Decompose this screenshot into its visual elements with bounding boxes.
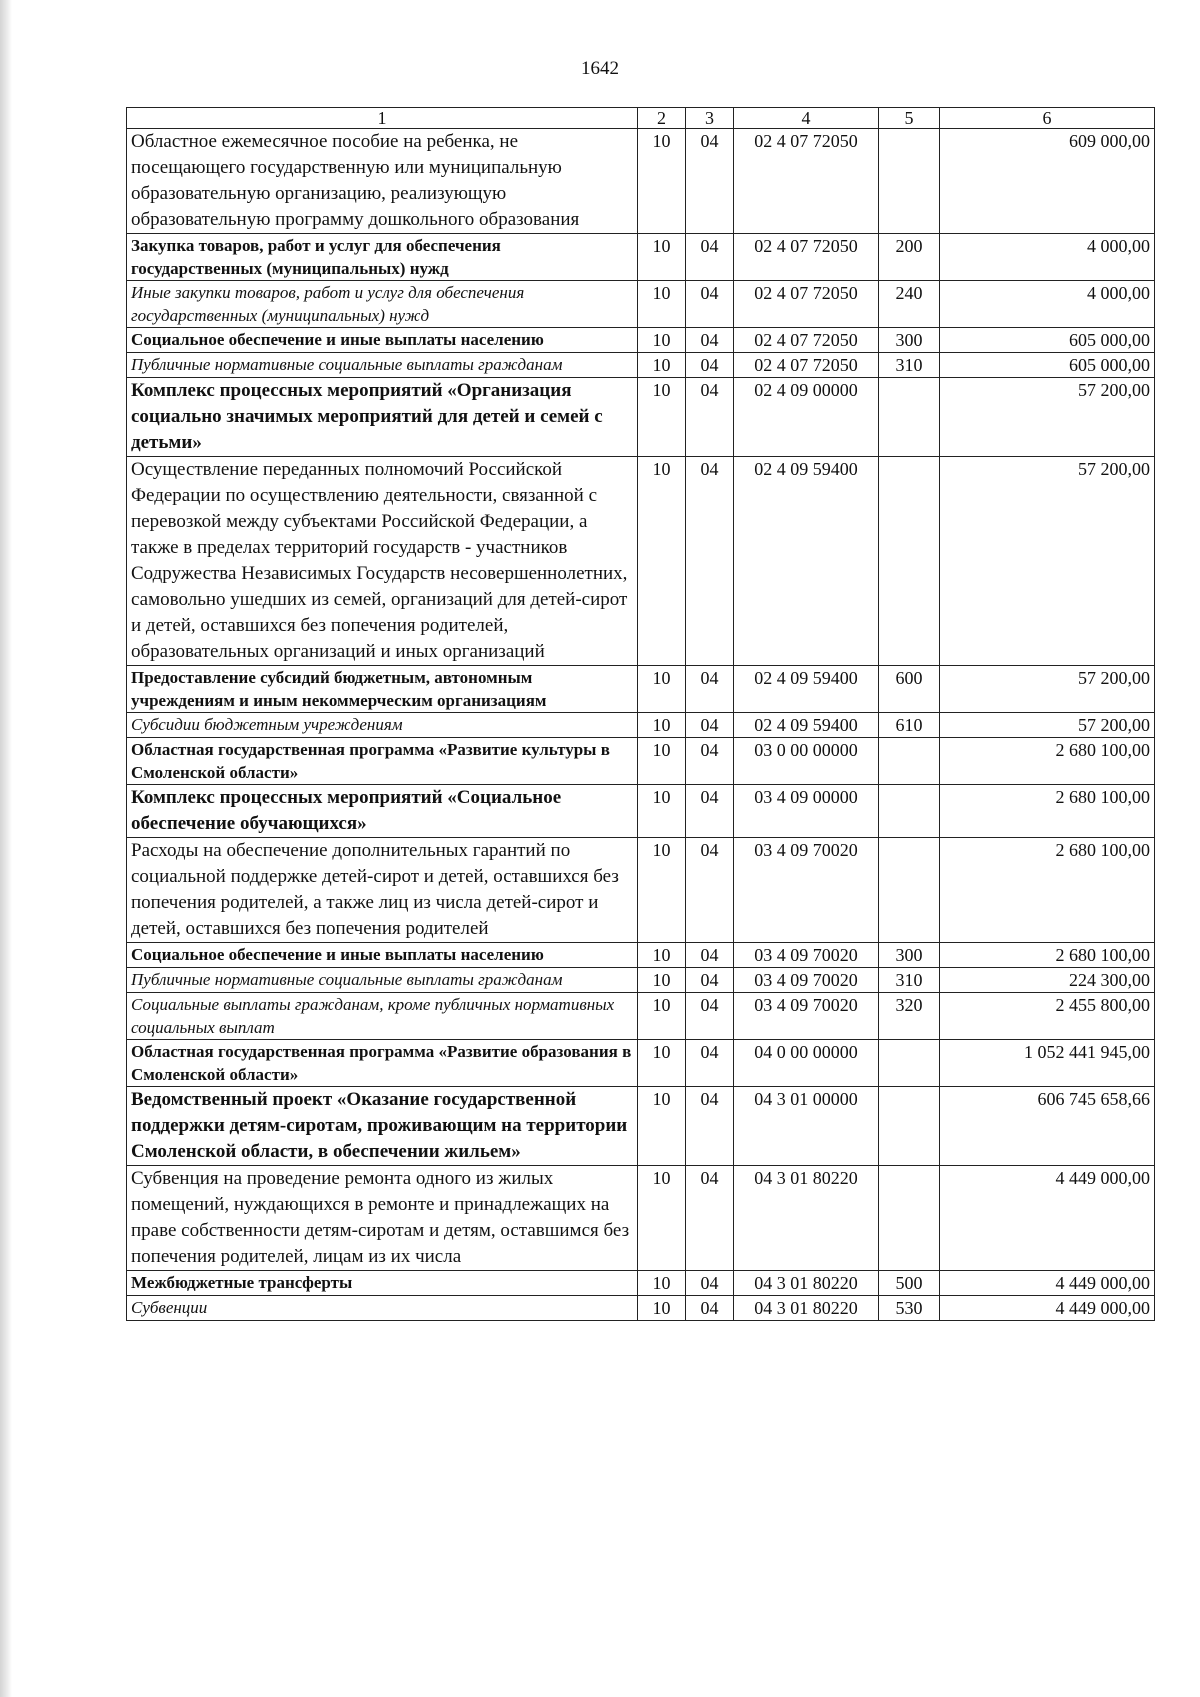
row-section: 10 — [638, 328, 686, 353]
row-name: Субвенция на проведение ремонта одного из жилых помещений, нуждающихся в ремонте и принадлежащих на праве собственности детям-сиротам и детям, оставшимся без попечения родителей, лицам из их числа — [127, 1166, 638, 1271]
table-row — [127, 1087, 1155, 1166]
row-subsection: 04 — [686, 457, 734, 666]
row-target-code: 02 4 09 59400 — [734, 666, 879, 713]
row-target-code: 02 4 09 59400 — [734, 713, 879, 738]
row-expense-type — [879, 378, 940, 457]
row-name: Социальное обеспечение и иные выплаты населению — [127, 943, 638, 968]
row-section: 10 — [638, 234, 686, 281]
row-amount: 57 200,00 — [940, 666, 1155, 713]
row-subsection: 04 — [686, 838, 734, 943]
row-name: Социальные выплаты гражданам, кроме публичных нормативных социальных выплат — [127, 993, 638, 1040]
row-section: 10 — [638, 713, 686, 738]
table-row — [127, 1166, 1155, 1271]
row-expense-type — [879, 1040, 940, 1087]
row-expense-type: 600 — [879, 666, 940, 713]
row-subsection: 04 — [686, 1296, 734, 1321]
row-expense-type: 310 — [879, 353, 940, 378]
row-name: Закупка товаров, работ и услуг для обеспечения государственных (муниципальных) нужд — [127, 234, 638, 281]
page-number: 1642 — [581, 58, 619, 79]
table-row — [127, 968, 1155, 993]
row-section: 10 — [638, 353, 686, 378]
row-expense-type: 310 — [879, 968, 940, 993]
row-section: 10 — [638, 785, 686, 838]
row-expense-type: 530 — [879, 1296, 940, 1321]
table-row — [127, 378, 1155, 457]
row-subsection: 04 — [686, 713, 734, 738]
row-target-code: 02 4 07 72050 — [734, 129, 879, 234]
row-expense-type: 300 — [879, 328, 940, 353]
row-name: Областная государственная программа «Развитие образования в Смоленской области» — [127, 1040, 638, 1087]
row-name: Расходы на обеспечение дополнительных гарантий по социальной поддержке детей-сирот и детей, оставшихся без попечения родителей, а также лиц из числа детей-сирот и детей, оставшихся без попечения родителей — [127, 838, 638, 943]
row-section: 10 — [638, 1040, 686, 1087]
row-amount: 4 000,00 — [940, 281, 1155, 328]
header-col-4: 4 — [734, 108, 879, 129]
row-name: Областное ежемесячное пособие на ребенка, не посещающего государственную или муниципальную образовательную организацию, реализующую образовательную программу дошкольного образования — [127, 129, 638, 234]
table-row — [127, 1040, 1155, 1087]
header-col-5: 5 — [879, 108, 940, 129]
table-row — [127, 1296, 1155, 1321]
table-row — [127, 1271, 1155, 1296]
row-amount: 2 680 100,00 — [940, 943, 1155, 968]
row-name: Субвенции — [127, 1296, 638, 1321]
row-subsection: 04 — [686, 1087, 734, 1166]
row-name: Областная государственная программа «Развитие культуры в Смоленской области» — [127, 738, 638, 785]
row-section: 10 — [638, 457, 686, 666]
row-name: Социальное обеспечение и иные выплаты населению — [127, 328, 638, 353]
row-name: Осуществление переданных полномочий Российской Федерации по осуществлению деятельности, связанной с перевозкой между субъектами Российской Федерации, а также в пределах территорий государств - участников Содружества Независимых Государств несовершеннолетних, самовольно ушедших из семей, организаций для детей-сирот и детей, оставшихся без попечения родителей, образовательных организаций и иных организаций — [127, 457, 638, 666]
row-target-code: 02 4 07 72050 — [734, 328, 879, 353]
row-amount: 57 200,00 — [940, 457, 1155, 666]
header-col-6: 6 — [940, 108, 1155, 129]
row-amount: 2 680 100,00 — [940, 838, 1155, 943]
table-row — [127, 738, 1155, 785]
row-subsection: 04 — [686, 328, 734, 353]
row-amount: 57 200,00 — [940, 713, 1155, 738]
table-row — [127, 838, 1155, 943]
table-row — [127, 353, 1155, 378]
row-amount: 605 000,00 — [940, 328, 1155, 353]
row-section: 10 — [638, 968, 686, 993]
table-row — [127, 666, 1155, 713]
row-subsection: 04 — [686, 1271, 734, 1296]
row-target-code: 04 0 00 00000 — [734, 1040, 879, 1087]
row-target-code: 02 4 07 72050 — [734, 353, 879, 378]
row-section: 10 — [638, 838, 686, 943]
row-target-code: 04 3 01 80220 — [734, 1271, 879, 1296]
row-name: Предоставление субсидий бюджетным, автономным учреждениям и иным некоммерческим организациям — [127, 666, 638, 713]
row-expense-type — [879, 1166, 940, 1271]
row-amount: 2 680 100,00 — [940, 785, 1155, 838]
row-amount: 57 200,00 — [940, 378, 1155, 457]
table-row — [127, 234, 1155, 281]
row-target-code: 04 3 01 80220 — [734, 1296, 879, 1321]
row-section: 10 — [638, 1271, 686, 1296]
row-section: 10 — [638, 1296, 686, 1321]
table-row — [127, 457, 1155, 666]
header-col-3: 3 — [686, 108, 734, 129]
row-section: 10 — [638, 738, 686, 785]
row-target-code: 03 4 09 70020 — [734, 968, 879, 993]
table-row — [127, 785, 1155, 838]
row-subsection: 04 — [686, 993, 734, 1040]
row-amount: 2 455 800,00 — [940, 993, 1155, 1040]
row-subsection: 04 — [686, 1040, 734, 1087]
row-target-code: 02 4 09 00000 — [734, 378, 879, 457]
row-amount: 4 449 000,00 — [940, 1296, 1155, 1321]
row-name: Межбюджетные трансферты — [127, 1271, 638, 1296]
row-amount: 224 300,00 — [940, 968, 1155, 993]
row-name: Публичные нормативные социальные выплаты гражданам — [127, 968, 638, 993]
row-expense-type: 610 — [879, 713, 940, 738]
row-subsection: 04 — [686, 234, 734, 281]
row-target-code: 03 4 09 70020 — [734, 943, 879, 968]
row-subsection: 04 — [686, 968, 734, 993]
row-section: 10 — [638, 378, 686, 457]
row-expense-type — [879, 785, 940, 838]
row-expense-type — [879, 457, 940, 666]
row-section: 10 — [638, 993, 686, 1040]
row-expense-type: 240 — [879, 281, 940, 328]
row-target-code: 03 4 09 70020 — [734, 838, 879, 943]
row-name: Комплекс процессных мероприятий «Социальное обеспечение обучающихся» — [127, 785, 638, 838]
row-amount: 609 000,00 — [940, 129, 1155, 234]
row-expense-type — [879, 129, 940, 234]
row-name: Комплекс процессных мероприятий «Организация социально значимых мероприятий для детей и семей с детьми» — [127, 378, 638, 457]
row-target-code: 03 4 09 70020 — [734, 993, 879, 1040]
table-row — [127, 943, 1155, 968]
table-row — [127, 713, 1155, 738]
row-section: 10 — [638, 666, 686, 713]
table-row — [127, 993, 1155, 1040]
row-target-code: 02 4 09 59400 — [734, 457, 879, 666]
header-col-1: 1 — [127, 108, 638, 129]
row-section: 10 — [638, 1166, 686, 1271]
table-row — [127, 129, 1155, 234]
row-target-code: 02 4 07 72050 — [734, 281, 879, 328]
row-amount: 4 449 000,00 — [940, 1271, 1155, 1296]
row-section: 10 — [638, 943, 686, 968]
row-subsection: 04 — [686, 666, 734, 713]
row-section: 10 — [638, 281, 686, 328]
row-expense-type — [879, 738, 940, 785]
row-subsection: 04 — [686, 378, 734, 457]
row-target-code: 04 3 01 00000 — [734, 1087, 879, 1166]
row-target-code: 02 4 07 72050 — [734, 234, 879, 281]
row-amount: 606 745 658,66 — [940, 1087, 1155, 1166]
row-name: Ведомственный проект «Оказание государственной поддержки детям-сиротам, проживающим на территории Смоленской области, в обеспечении жильем» — [127, 1087, 638, 1166]
table-row — [127, 328, 1155, 353]
scan-edge — [0, 0, 12, 1697]
row-amount: 4 449 000,00 — [940, 1166, 1155, 1271]
row-amount: 2 680 100,00 — [940, 738, 1155, 785]
row-amount: 4 000,00 — [940, 234, 1155, 281]
row-subsection: 04 — [686, 353, 734, 378]
row-expense-type — [879, 838, 940, 943]
row-name: Иные закупки товаров, работ и услуг для обеспечения государственных (муниципальных) нужд — [127, 281, 638, 328]
row-amount: 605 000,00 — [940, 353, 1155, 378]
row-expense-type: 500 — [879, 1271, 940, 1296]
budget-table-body — [127, 108, 1155, 1321]
row-target-code: 03 4 09 00000 — [734, 785, 879, 838]
header-row — [127, 108, 1155, 129]
row-name: Публичные нормативные социальные выплаты гражданам — [127, 353, 638, 378]
table-row — [127, 281, 1155, 328]
row-target-code: 03 0 00 00000 — [734, 738, 879, 785]
row-expense-type — [879, 1087, 940, 1166]
row-name: Субсидии бюджетным учреждениям — [127, 713, 638, 738]
row-section: 10 — [638, 1087, 686, 1166]
row-subsection: 04 — [686, 738, 734, 785]
row-expense-type: 300 — [879, 943, 940, 968]
row-subsection: 04 — [686, 281, 734, 328]
row-subsection: 04 — [686, 785, 734, 838]
header-col-2: 2 — [638, 108, 686, 129]
row-expense-type: 320 — [879, 993, 940, 1040]
row-expense-type: 200 — [879, 234, 940, 281]
row-section: 10 — [638, 129, 686, 234]
row-amount: 1 052 441 945,00 — [940, 1040, 1155, 1087]
row-subsection: 04 — [686, 129, 734, 234]
budget-table — [126, 107, 1155, 1321]
row-target-code: 04 3 01 80220 — [734, 1166, 879, 1271]
row-subsection: 04 — [686, 943, 734, 968]
row-subsection: 04 — [686, 1166, 734, 1271]
